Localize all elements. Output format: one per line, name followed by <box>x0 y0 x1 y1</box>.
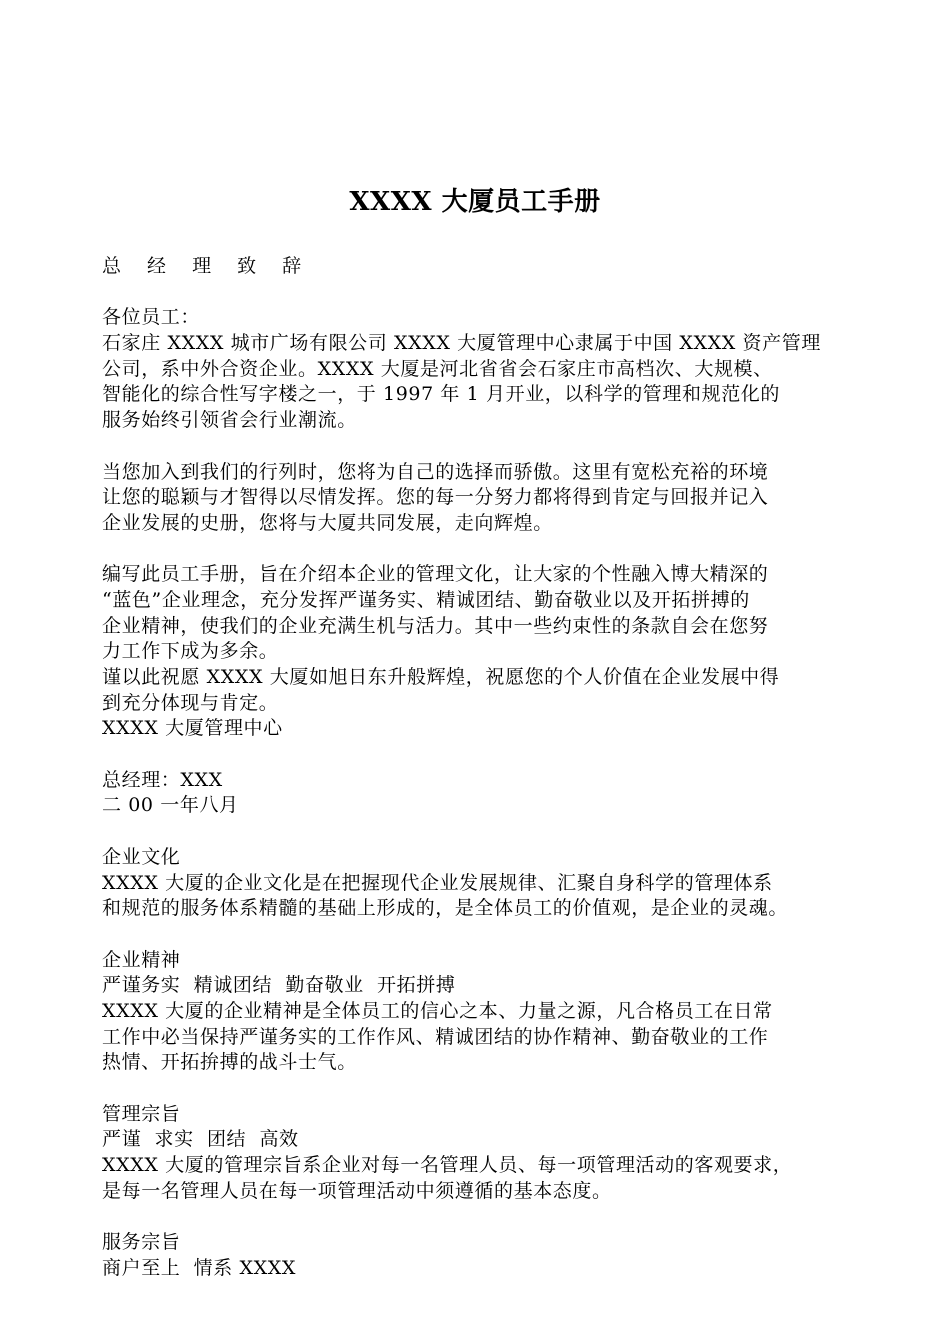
spirit-motto: 严谨务实 精诚团结 勤奋敬业 开拓拼搏 <box>102 974 456 997</box>
spirit-heading: 企业精神 <box>102 948 181 971</box>
general-manager-signature: 总经理：XXX <box>102 768 223 791</box>
paragraph2-line: 让您的聪颖与才智得以尽情发挥。您的每一分努力都将得到肯定与回报并记入 <box>102 486 769 509</box>
management-line: XXXX 大厦的管理宗旨系企业对每一名管理人员、每一项管理活动的客观要求， <box>102 1154 793 1177</box>
paragraph1-line: 石家庄 XXXX 城市广场有限公司 XXXX 大厦管理中心隶属于中国 XXXX 资产管理 <box>102 332 821 355</box>
paragraph3-line: 到充分体现与肯定。 <box>102 691 279 714</box>
paragraph2-line: 当您加入到我们的行列时，您将为自己的选择而骄傲。这里有宽松充裕的环境 <box>102 460 769 483</box>
blank-line <box>102 922 902 948</box>
paragraph1-line: 服务始终引领省会行业潮流。 <box>102 409 357 432</box>
culture-line: XXXX 大厦的企业文化是在把握现代企业发展规律、汇聚自身科学的管理体系 <box>102 871 773 894</box>
culture-line: 和规范的服务体系精髓的基础上形成的，是全体员工的价值观，是企业的灵魂。 <box>102 897 789 920</box>
management-center-signoff: XXXX 大厦管理中心 <box>102 717 283 740</box>
management-heading: 管理宗旨 <box>102 1102 181 1125</box>
paragraph3-line: 谨以此祝愿 XXXX 大厦如旭日东升般辉煌，祝愿您的个人价值在企业发展中得 <box>102 666 780 688</box>
paragraph1-line: 公司，系中外合资企业。XXXX 大厦是河北省省会石家庄市高档次、大规模、 <box>102 357 773 380</box>
paragraph3-line: “蓝色”企业理念，充分发挥严谨务实、精诚团结、勤奋敬业以及开拓拼搏的 <box>102 588 750 611</box>
management-motto: 严谨 求实 团结 高效 <box>102 1128 299 1151</box>
blank-line <box>102 434 902 460</box>
document-body <box>102 254 902 1282</box>
blank-line <box>102 280 902 306</box>
spirit-line: 工作中必当保持严谨务实的工作作风、精诚团结的协作精神、勤奋敬业的工作 <box>102 1025 769 1048</box>
blank-line <box>102 1076 902 1102</box>
culture-heading: 企业文化 <box>102 845 181 868</box>
service-heading: 服务宗旨 <box>102 1231 181 1254</box>
spirit-line: XXXX 大厦的企业精神是全体员工的信心之本、力量之源，凡合格员工在日常 <box>102 999 773 1022</box>
blank-line <box>102 742 902 768</box>
blank-line <box>102 819 902 845</box>
management-line: 是每一名管理人员在每一项管理活动中须遵循的基本态度。 <box>102 1179 612 1202</box>
document-title: XXXX 大厦员工手册 <box>349 187 601 217</box>
paragraph3-line: 企业精神，使我们的企业充满生机与活力。其中一些约束性的条款自会在您努 <box>102 614 769 637</box>
greeting: 各位员工： <box>102 306 201 329</box>
paragraph3-line: 编写此员工手册，旨在介绍本企业的管理文化，让大家的个性融入博大精深的 <box>102 563 769 586</box>
salutation-heading: 总 经 理 致 辞 <box>102 255 312 277</box>
signature-date: 二 00 一年八月 <box>102 794 239 817</box>
service-motto: 商户至上 情系 XXXX <box>102 1256 297 1279</box>
paragraph3-line: 力工作下成为多余。 <box>102 640 279 663</box>
blank-line <box>102 1204 902 1230</box>
spirit-line: 热情、开拓拚搏的战斗士气。 <box>102 1051 357 1074</box>
blank-line <box>102 537 902 563</box>
paragraph1-line: 智能化的综合性写字楼之一，于 1997 年 1 月开业，以科学的管理和规范化的 <box>102 383 781 406</box>
paragraph2-line: 企业发展的史册，您将与大厦共同发展，走向辉煌。 <box>102 511 553 534</box>
